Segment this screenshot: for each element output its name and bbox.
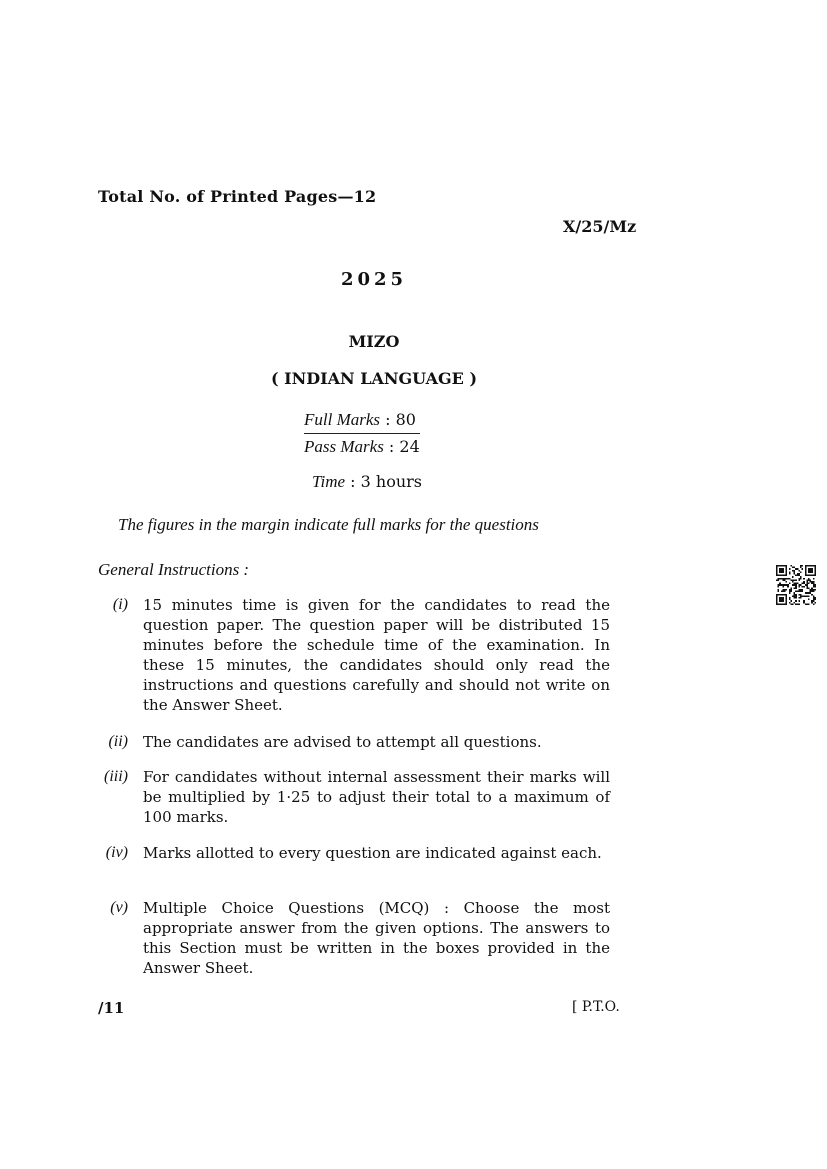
exam-year: 2025 (340, 269, 408, 290)
full-marks-line (304, 408, 420, 432)
full-marks-value: : 80 (385, 410, 416, 429)
pass-marks-value: : 24 (388, 437, 420, 456)
instruction-text: The candidates are advised to attempt all questions. (143, 733, 542, 751)
instruction-number: (ii) (108, 733, 128, 750)
marks-divider (304, 433, 420, 434)
subject-subtitle: ( INDIAN LANGUAGE ) (270, 369, 478, 388)
pass-marks-label: Pass Marks (304, 437, 384, 456)
time-label: Time (312, 472, 346, 491)
instruction-text: For candidates without internal assessment their marks will be multiplied by 1·25 to adjust their total to a maximum of 100 marks. (143, 768, 610, 826)
pass-marks-line (304, 435, 420, 459)
paper-code: X/25/Mz (563, 217, 637, 236)
time-value: : 3 hours (350, 472, 422, 491)
instruction-item-2 (98, 732, 610, 752)
full-marks-label: Full Marks (304, 410, 381, 429)
instruction-number: (iii) (104, 768, 128, 785)
margin-note: The figures in the margin indicate full marks for the questions (118, 515, 539, 534)
subject-title: MIZO (348, 332, 400, 351)
instruction-text: Marks allotted to every question are indicated against each. (143, 844, 602, 862)
instruction-item-3 (98, 767, 610, 827)
marks-block (304, 408, 420, 459)
instruction-text: Multiple Choice Questions (MCQ) : Choose the most appropriate answer from the given options. The answers to this Section must be written in the boxes provided in the Answer Sheet. (143, 899, 610, 977)
footer-pto: [ P.T.O. (572, 999, 620, 1015)
instruction-item-5 (98, 898, 610, 978)
general-instructions-heading: General Instructions : (98, 560, 250, 579)
time-line (312, 472, 422, 492)
instruction-text: 15 minutes time is given for the candidates to read the question paper. The question paper will be distributed 15 minutes before the schedule time of the examination. In these 15 minutes, the candidates should only read the instructions and questions carefully and should not write on the Answer Sheet. (143, 596, 610, 714)
instruction-number: (iv) (105, 844, 128, 861)
footer-code: /11 (98, 999, 125, 1017)
instruction-item-4 (98, 843, 610, 863)
qr-code-icon (776, 565, 816, 605)
instruction-number: (i) (112, 596, 128, 613)
instruction-number: (v) (110, 899, 128, 916)
total-printed-pages: Total No. of Printed Pages—12 (98, 187, 377, 206)
instruction-item-1 (98, 595, 610, 715)
